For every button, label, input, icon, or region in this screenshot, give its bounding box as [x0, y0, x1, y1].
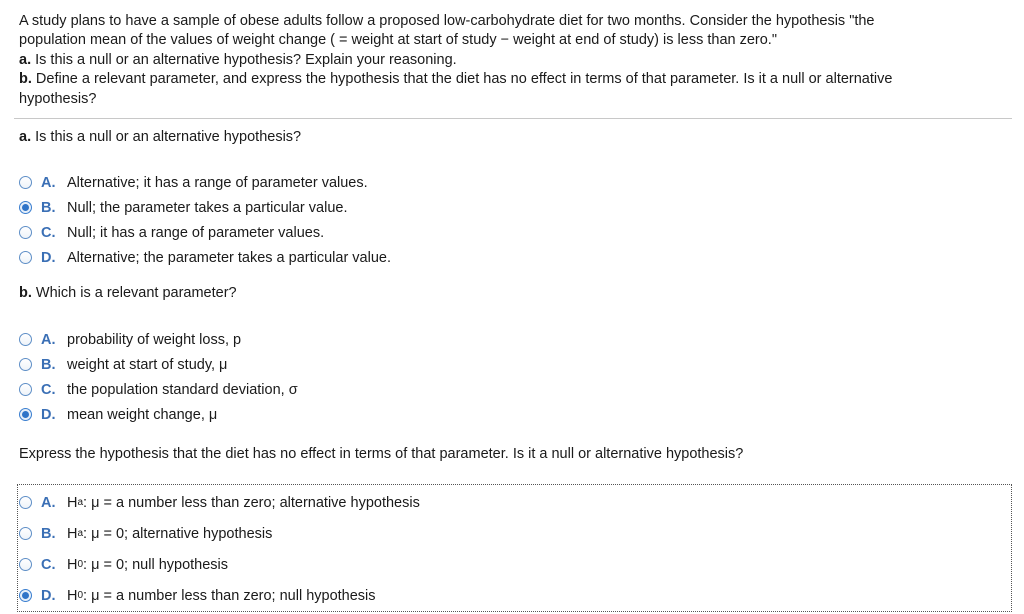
option-text: : μ = a number less than zero; alternative hypothesis [83, 494, 420, 511]
option-letter: C. [41, 224, 56, 241]
part-a-text: Is this a null or an alternative hypothesis? Explain your reasoning. [31, 51, 457, 68]
radio-unchecked-icon[interactable] [19, 383, 32, 396]
problem-statement [19, 12, 1009, 109]
question-b-prompt [19, 285, 237, 301]
radio-unchecked-icon[interactable] [19, 176, 32, 189]
question-c-option-b[interactable]: B. H a : μ = 0; alternative hypothesis [19, 518, 420, 549]
question-b-option-d[interactable] [19, 402, 298, 427]
problem-line-1: A study plans to have a sample of obese adults follow a proposed low-carbohydrate diet for two months. Consider the hypothesis "the [19, 13, 875, 29]
radio-unchecked-icon[interactable] [19, 527, 32, 540]
question-a-text: Is this a null or an alternative hypothesis? [31, 129, 302, 145]
radio-checked-icon[interactable] [19, 589, 32, 602]
part-a-label: a. [19, 51, 32, 68]
option-letter: D. [41, 406, 56, 423]
option-letter: B. [41, 356, 56, 373]
question-b-option-a[interactable] [19, 327, 298, 352]
option-letter: C. [41, 381, 56, 398]
radio-dot [22, 411, 29, 418]
question-a-option-a[interactable] [19, 170, 391, 195]
option-text: Null; it has a range of parameter values. [67, 224, 325, 241]
problem-part-b [19, 70, 1009, 89]
question-c-option-d[interactable]: D. H 0 : μ = a number less than zero; null hypothesis [19, 580, 420, 611]
hypothesis-symbol: H [67, 587, 78, 604]
problem-line-2: population mean of the values of weight change ( = weight at start of study − weight at end of study) is less than zero." [19, 32, 777, 49]
radio-unchecked-icon[interactable] [19, 333, 32, 346]
divider [14, 118, 1012, 119]
option-text: probability of weight loss, p [67, 331, 242, 348]
question-c-option-c[interactable]: C. H 0 : μ = 0; null hypothesis [19, 549, 420, 580]
question-b-option-c[interactable] [19, 377, 298, 402]
question-c-prompt: Express the hypothesis that the diet has no effect in terms of that parameter. Is it a null or alternative hypothesis? [19, 446, 744, 462]
radio-checked-icon[interactable] [19, 408, 32, 421]
option-text: mean weight change, μ [67, 406, 218, 423]
question-a-option-c[interactable] [19, 220, 391, 245]
part-b-text: Define a relevant parameter, and express the hypothesis that the diet has no effect in terms of that parameter. Is it a null or alternative [31, 71, 893, 88]
question-b-label: b. [19, 285, 32, 301]
radio-unchecked-icon[interactable] [19, 226, 32, 239]
option-text: : μ = 0; alternative hypothesis [83, 525, 273, 542]
part-b-label: b. [19, 71, 32, 88]
question-b-option-b[interactable] [19, 352, 298, 377]
option-letter: D. [41, 249, 56, 266]
option-text: Alternative; the parameter takes a particular value. [67, 249, 391, 266]
question-a-option-b[interactable] [19, 195, 391, 220]
option-letter: A. [41, 331, 56, 348]
option-letter: D. [41, 587, 56, 604]
problem-part-a [19, 51, 1009, 70]
radio-checked-icon[interactable] [19, 201, 32, 214]
question-a-label: a. [19, 129, 32, 145]
option-text: the population standard deviation, σ [67, 381, 298, 398]
question-a-option-d[interactable] [19, 245, 391, 270]
option-text: weight at start of study, μ [67, 356, 228, 373]
radio-dot [22, 592, 29, 599]
question-b-text: Which is a relevant parameter? [31, 285, 237, 301]
option-text: Null; the parameter takes a particular value. [67, 199, 348, 216]
option-letter: C. [41, 556, 56, 573]
radio-dot [22, 204, 29, 211]
option-letter: B. [41, 525, 56, 542]
problem-part-b-cont: hypothesis? [19, 90, 97, 107]
option-letter: A. [41, 494, 56, 511]
question-a-prompt [19, 129, 301, 145]
option-text: : μ = 0; null hypothesis [83, 556, 229, 573]
radio-unchecked-icon[interactable] [19, 251, 32, 264]
option-letter: B. [41, 199, 56, 216]
option-letter: A. [41, 174, 56, 191]
question-c-option-a[interactable]: A. H a : μ = a number less than zero; alternative hypothesis [19, 487, 420, 518]
radio-unchecked-icon[interactable] [19, 358, 32, 371]
option-text: : μ = a number less than zero; null hypothesis [83, 587, 376, 604]
hypothesis-symbol: H [67, 494, 78, 511]
hypothesis-symbol: H [67, 525, 78, 542]
radio-unchecked-icon[interactable] [19, 558, 32, 571]
question-c-options [19, 487, 420, 611]
question-b-options [19, 327, 298, 427]
option-text: Alternative; it has a range of parameter values. [67, 174, 368, 191]
question-a-options [19, 170, 391, 270]
radio-unchecked-icon[interactable] [19, 496, 32, 509]
hypothesis-symbol: H [67, 556, 78, 573]
